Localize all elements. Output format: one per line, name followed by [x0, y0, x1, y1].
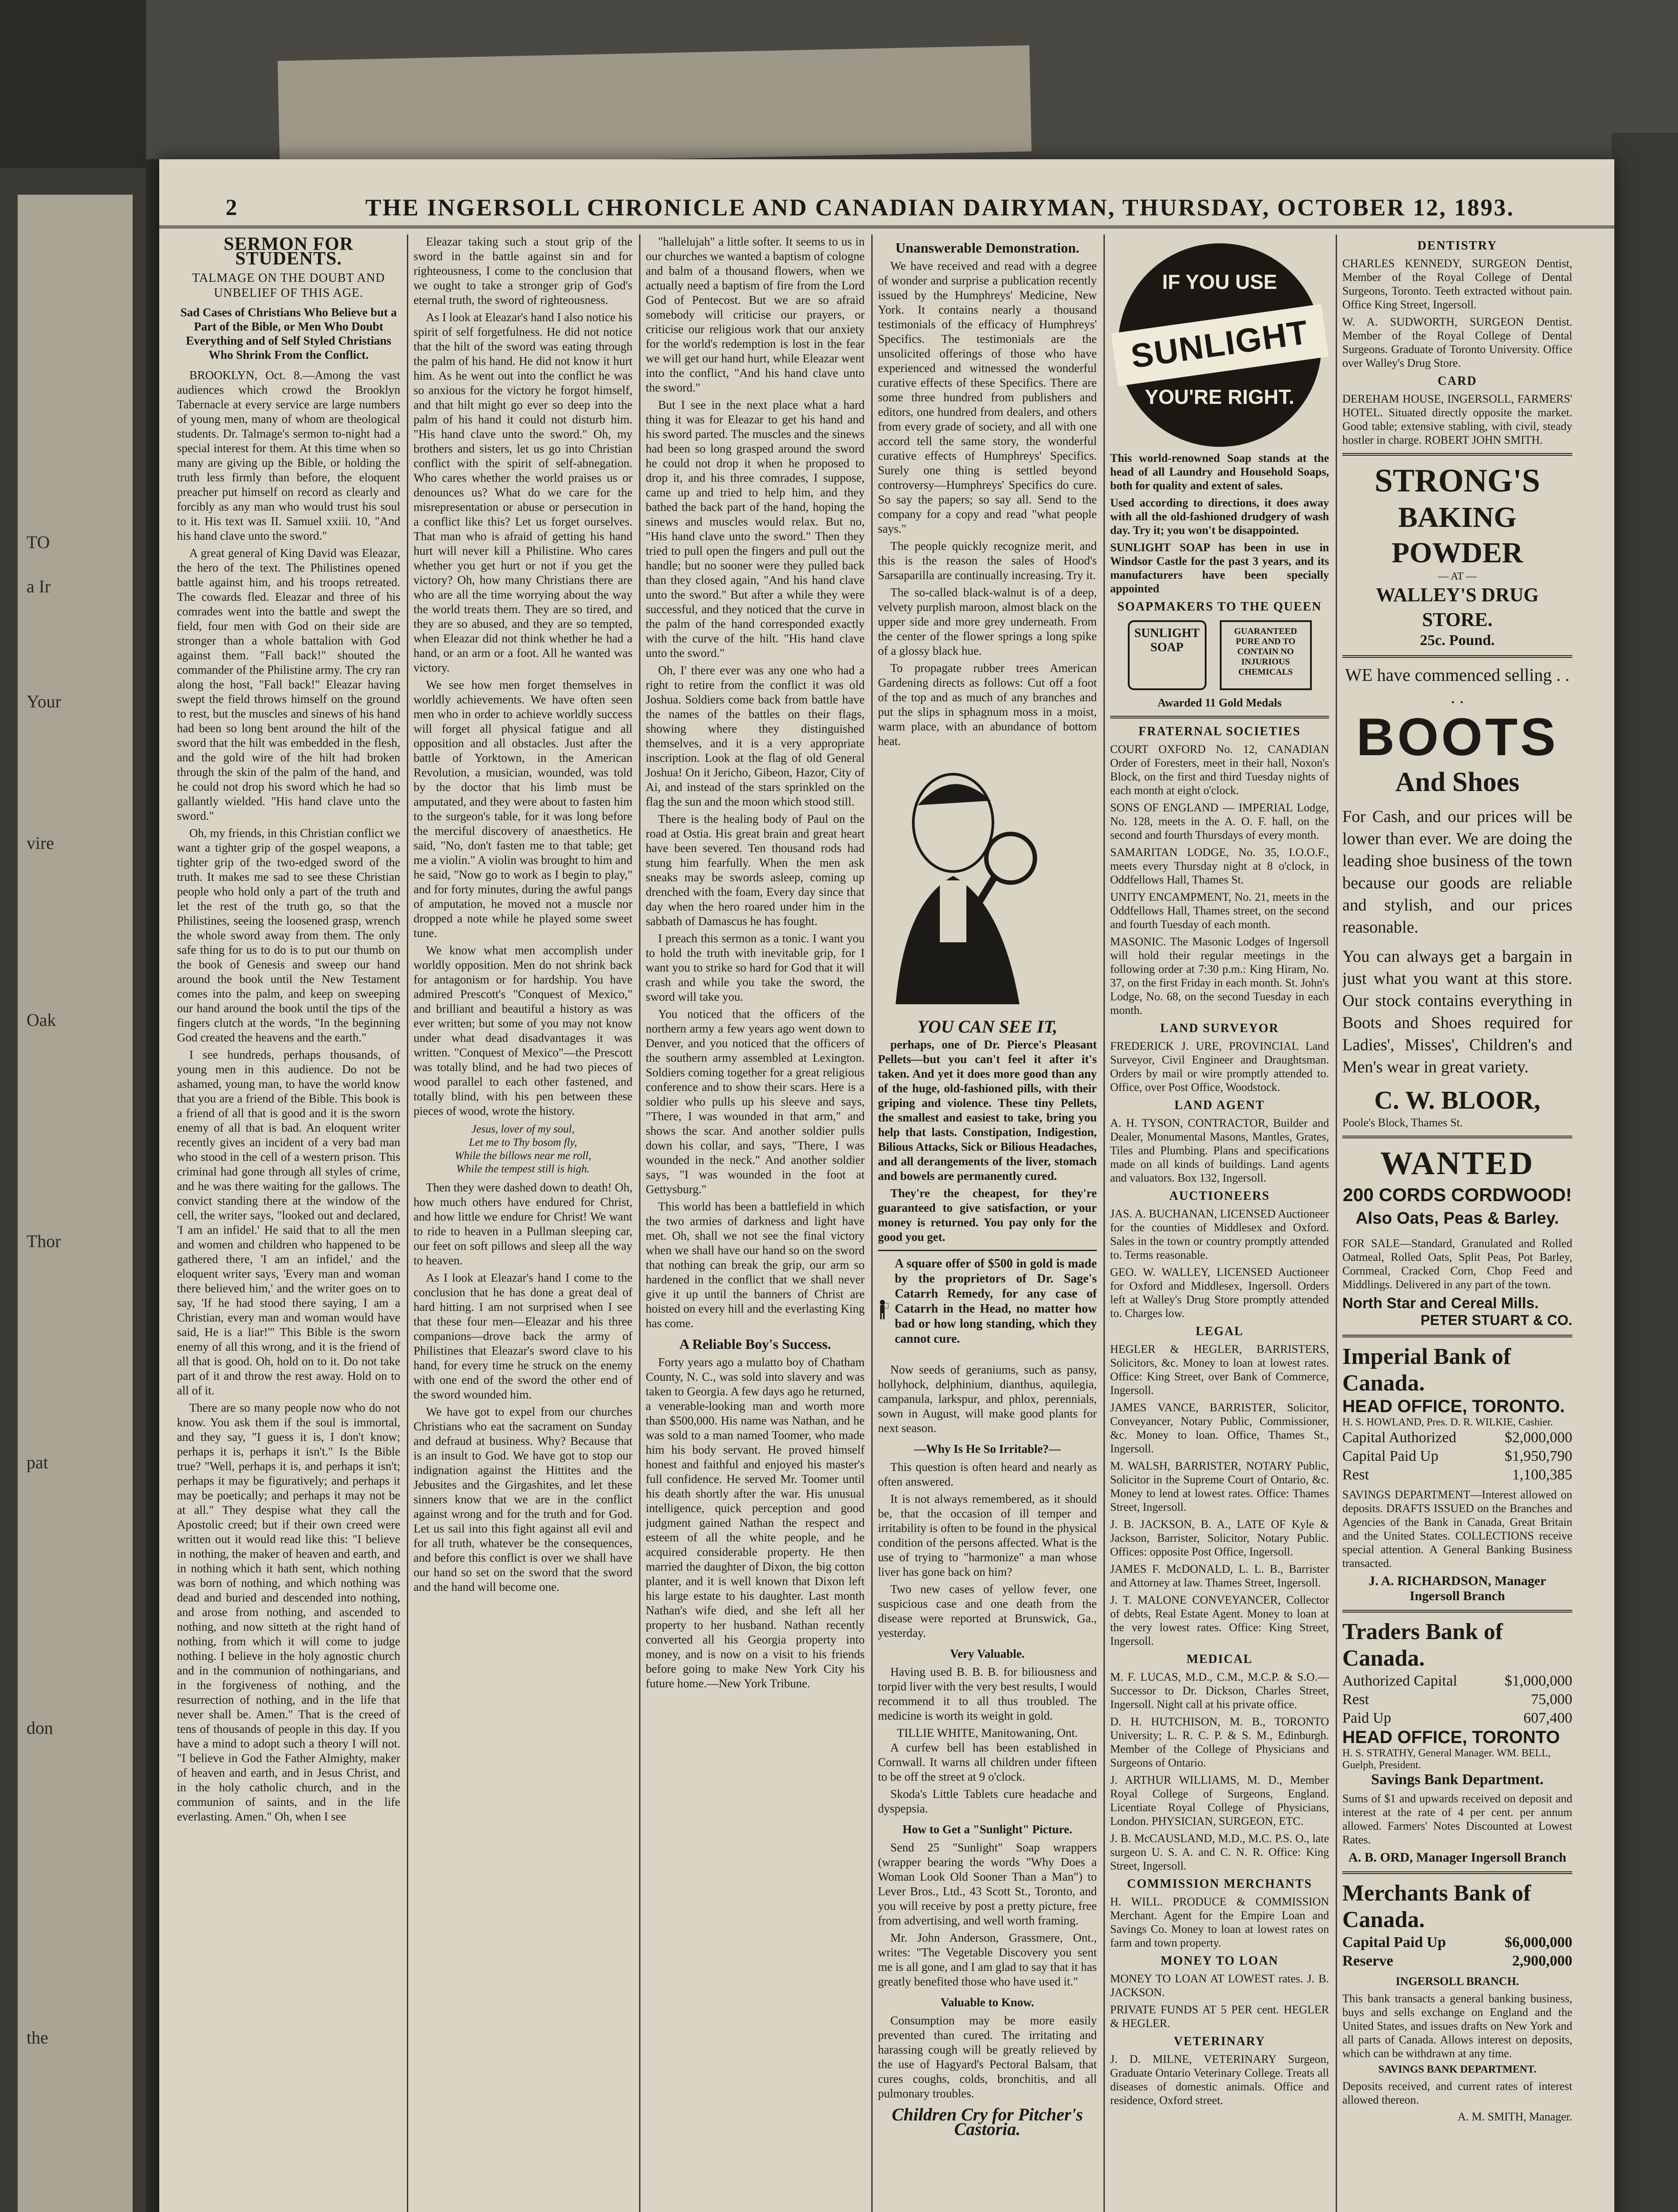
column-2: [414, 234, 632, 2212]
bloor-name: C. W. BLOOR,: [1374, 1086, 1540, 1114]
directory-card: D. H. HUTCHISON, M. B., TORONTO University; L. R. C. P. & S. M., Edinburgh. Member of the College of Physicians and Surgeons of Ontario.: [1110, 1715, 1329, 1769]
directory-card: JAMES F. McDONALD, L. L. B., Barrister and Attorney at law. Thames Street, Ingersoll.: [1110, 1563, 1329, 1589]
bank-row: [1342, 1672, 1572, 1690]
paragraph: "hallelujah" a little softer. It seems to us in our churches we wanted a baptism of cologne and balm of a thousand flowers, when we actually need a baptism of fire from the Lord God of Pentecost. But we are so afraid somebody will criticise our prayers, or criticise our religious work that our anxiety for the world's redemption is lost in the fear we will get our hand hurt, while Eleazar went into the conflict, "And his hand clave unto the sword.": [646, 235, 865, 394]
paragraph: Then they were dashed down to death! Oh, how much others have endured for Christ, and how little we endure for Christ! We want to ride to heaven in a Pullman sleeping car, our feet on soft pillows and sleep all the way to heaven.: [414, 1181, 632, 1267]
directory-card: UNITY ENCAMPMENT, No. 21, meets in the Oddfellows Hall, Thames street, on the second and fourth Tuesday of each month.: [1110, 891, 1329, 931]
sunlight-ad-text: This world-renowned Soap stands at the head of all Laundry and Household Soaps, both for quality and extent of sales.: [1110, 452, 1329, 492]
sermon-deck: TALMAGE ON THE DOUBT AND UNBELIEF OF THIS AGE.: [192, 271, 385, 300]
bank-row-value: $1,950,790: [1505, 1448, 1572, 1464]
bank-row: [1342, 1933, 1572, 1952]
directory-card: PRIVATE FUNDS AT 5 PER cent. HEGLER & HEGLER.: [1110, 2003, 1329, 2030]
bank-head-office: HEAD OFFICE, TORONTO: [1342, 1728, 1560, 1747]
column-5: [1110, 234, 1329, 2212]
bank-row: [1342, 1709, 1572, 1728]
boots-ad-text: You can always get a bargain in just what you want at this store. Our stock contains everything in Boots and Shoes required for Ladies', Misses', Children's and Men's wear in great variety.: [1342, 947, 1572, 1076]
directory-card: SONS OF ENGLAND — IMPERIAL Lodge, No. 128, meets in the A. O. F. hall, on the second and fourth Thursdays of every month.: [1110, 801, 1329, 841]
directory-card: A. H. TYSON, CONTRACTOR, Builder and Dealer, Monumental Masons, Mantles, Grates, Tiles and Plumbing. Plans and specifications made on all kinds of buildings. Land agents and valuators. Box 132, Ingersoll.: [1110, 1117, 1329, 1184]
bank-row-label: Authorized Capital: [1342, 1673, 1457, 1689]
soap-box-right: GUARANTEED PURE AND TO CONTAIN NO INJURIOUS CHEMICALS: [1220, 620, 1312, 690]
strong-ad-store: WALLEY'S DRUG STORE.: [1376, 584, 1539, 630]
paragraph: We see how men forget themselves in worldly achievements. We have often seen men who in order to achieve worldly success will forget all physical fatigue and all opposition and all obstacles. Just after the battle of Yorktown, in the American Revolution, a musician, wounded, was told by the doctor that his limb must be amputated, and they were about to fasten him to the surgeon's table, for it was long before the merciful discovery of anaesthetics. He said, "No, don't fasten me to that table; get me a violin." A violin was brought to him and he said, "Now go to work as I begin to play," and for forty minutes, during the awful pangs of amputation, he moved not a muscle nor dropped a note while he played some sweet tune.: [414, 678, 632, 940]
divider: [1342, 1871, 1572, 1874]
boots-ad-subtitle: And Shoes: [1395, 767, 1520, 797]
directory-card: M. F. LUCAS, M.D., C.M., M.C.P. & S.O.—Successor to Dr. Dickson, Charles Street, Ingersoll. Night call at his private office.: [1110, 1671, 1329, 1711]
section-heading: VETERINARY: [1173, 2035, 1266, 2048]
mills-name: North Star and Cereal Mills.: [1342, 1295, 1539, 1312]
divider: [1342, 655, 1572, 658]
column-rule: [1103, 234, 1105, 2212]
paragraph: Mr. John Anderson, Grassmere, Ont., writes: "The Vegetable Discovery you sent me is all gone, and I am glad to say that it has greatly benefited those who have used it.": [878, 1931, 1097, 1988]
article-subhead: Very Valuable.: [950, 1647, 1025, 1660]
bank-name: Imperial Bank of Canada.: [1342, 1344, 1511, 1396]
strong-ad-product: BAKING POWDER: [1391, 501, 1523, 569]
newspaper-title: THE INGERSOLL CHRONICLE AND CANADIAN DAIRYMAN, THURSDAY, OCTOBER 12, 1893.: [365, 194, 1514, 221]
paragraph: To propagate rubber trees American Gardening directs as follows: Cut off a foot of the top and as much of any branches and put the slips in sphagnum moss in a moist, warm place, with an abundance of bottom heat.: [878, 661, 1097, 748]
paragraph: Send 25 "Sunlight" Soap wrappers (wrapper bearing the words "Why Does a Woman Look Old Sooner Than a Man") to Lever Bros., Ltd., 43 Scott St., Toronto, and you will receive by post a pretty picture, free from advertising, and well worth framing.: [878, 1841, 1097, 1927]
newspaper-page: [159, 159, 1614, 2212]
bank-row-label: Paid Up: [1342, 1710, 1391, 1726]
bank-row-label: Capital Paid Up: [1342, 1448, 1439, 1464]
sunlight-ad-text: Used according to directions, it does away with all the old-fashioned drudgery of wash day. Try it; you won't be disappointed.: [1110, 496, 1329, 537]
awarded-label: Awarded 11 Gold Medals: [1157, 696, 1282, 709]
bank-text: SAVINGS DEPARTMENT—Interest allowed on deposits. DRAFTS ISSUED on the Branches and Agencies of the Bank in Canada, Great Britain and the United States. COLLECTIONS receive special attention. A General Banking Business transacted.: [1342, 1488, 1572, 1570]
traders-bank-ad: [1342, 1619, 1572, 1865]
paragraph: We have received and read with a degree of wonder and surprise a publication recently issued by the Humphreys' Medicine, New York. It contains nearly a thousand testimonials of the efficacy of Humphreys' Specifics. The testimonials are the unsolicited offerings of those who have experienced and witnessed the wonderful curative effects of these Specifics. There are some three hundred from publishers and editors, one hundred from dealers, and others from every grade of society, and all with one accord tell the same story, the wonderful curative effects of Humphreys' Specifics. Surely one thing is settled beyond controversy—Humphreys' Specifics do cure. So say the papers; so say all. Send to the company for a copy and read "what people says.": [878, 259, 1097, 535]
bank-row-value: 607,400: [1523, 1710, 1572, 1726]
paragraph: This question is often heard and nearly as often answered.: [878, 1460, 1097, 1488]
bank-row-value: 2,900,000: [1512, 1953, 1572, 1969]
adjacent-page-right: [1612, 133, 1678, 2212]
paragraph: I preach this sermon as a tonic. I want you to hold the truth with inevitable grip, for I want you to strike so hard for God that it will crash and while you take the sword, the sword will take you.: [646, 932, 865, 1003]
sunlight-logo-brand: SUNLIGHT: [1128, 313, 1311, 376]
section-heading: LAND SURVEYOR: [1160, 1022, 1279, 1035]
directory-card: JAS. A. BUCHANAN, LICENSED Auctioneer for the counties of Middlesex and Oxford. Sales in the town or country promptly attended to. Terms reasonable.: [1110, 1207, 1329, 1261]
imperial-bank-ad: [1342, 1344, 1572, 1604]
directory-card: JAMES VANCE, BARRISTER, Solicitor, Conveyancer, Notary Public, Commissioner, &c. Money to loan. Office, Thames St., Ingersoll.: [1110, 1401, 1329, 1455]
wanted-grains: Also Oats, Peas & Barley.: [1356, 1209, 1559, 1228]
directory-card: W. A. SUDWORTH, SURGEON Dentist. Member of the Royal College of Dental Surgeons. Graduate of Toronto University. Office over Walley's Drug Store.: [1342, 315, 1572, 369]
directory-card: J. B. JACKSON, B. A., LATE OF Kyle & Jackson, Barrister, Solicitor, Notary Public. Offices: opposite Post Office, Ingersoll.: [1110, 1518, 1329, 1558]
left-fragment: Your: [27, 691, 61, 711]
divider: [1342, 1335, 1572, 1337]
bank-head-office: HEAD OFFICE, TORONTO.: [1342, 1397, 1565, 1416]
section-heading: CARD: [1437, 374, 1477, 388]
paragraph: Forty years ago a mulatto boy of Chatham County, N. C., was sold into slavery and was taken to Georgia. A few days ago he returned, a venerable-looking man and worth more than $500,000. His name was Nathan, and he was sold to a man named Toomer, who made him his body servant. He proved himself honest and faithful and enjoyed his master's full confidence. He served Mr. Toomer until his death shortly after the war. His unusual intelligence, quick perception and good judgment gained Nathan the respect and esteem of all the white people, and he acquired considerable property. He then married the daughter of Dixon, the big cotton planter, and it is well known that Dixon left his large estate to his daughter. Last month Nathan's wife died, and she left all her property to her husband. Nathan recently converted all his Georgia property into money, and is now on a visit to his friends before going to make New York City his future home.—New York Tribune.: [646, 1356, 865, 1690]
paragraph: But I see in the next place what a hard thing it was for Eleazar to get his hand and his sword parted. The muscles and the sinews had been so long grasped around the sword he could not drop it when he proposed to drop it, and his three comrades, I suppose, came up and tried to help him, and they bathed the back part of the hand, hoping the sinews and muscles would relax. But no, "His hand clave unto the sword." Then they tried to pull open the fingers and pull out the handle; but no sooner were they pulled back than they closed again, "And his hand clave unto the sword." But after a while they were successful, and they noticed that the curve in the palm of the hand corresponded exactly with the curve of the hilt. "His hand clave unto the sword.": [646, 398, 865, 660]
sunlight-logo-top: IF YOU USE: [1162, 270, 1277, 293]
article-heading: Unanswerable Demonstration.: [895, 240, 1080, 256]
paragraph: BROOKLYN, Oct. 8.—Among the vast audiences which crowd the Brooklyn Tabernacle at every service are large numbers of young men, many of whom are theological students. Dr. Talmage's sermon to-night had a special interest for them. At this time when so many are giving up the Bible, or holding the truth less firmly than before, the eloquent preacher put himself on record as clearly and forcibly as any man who would trust his soul to it. His text was II. Samuel xxiii. 10, "And his hand clave unto the sword.": [177, 369, 400, 542]
bank-row-label: Reserve: [1342, 1953, 1394, 1969]
column-rule: [407, 234, 408, 2212]
directory-card: J. T. MALONE CONVEYANCER, Collector of debts, Real Estate Agent. Money to loan at the very lowest rates. Office: King Street, Ingersoll.: [1110, 1594, 1329, 1647]
soap-packages: [1110, 620, 1329, 690]
left-fragment: TO: [27, 532, 50, 552]
bank-name: Traders Bank of Canada.: [1342, 1619, 1503, 1671]
left-fragment: Thor: [27, 1231, 61, 1251]
left-fragment: vire: [27, 833, 54, 853]
paragraph: You noticed that the officers of the northern army a few years ago went down to Denver, and you noticed that the officers of the southern army assembled at Lexington. Soldiers coming together for a great religious conference and to show their scars. Here is a soldier who pulls up his sleeve and says, "There, I was wounded in that arm," and shows the scar. And another soldier pulls down his collar, and says, "There, I was wounded in the neck." And another soldier says, "I was wounded in the foot at Gettysburg.": [646, 1007, 865, 1196]
divider: [1342, 1610, 1572, 1613]
bank-row-label: Rest: [1342, 1467, 1369, 1483]
figure-holding-sign-icon: [878, 1256, 889, 1363]
background-top: [146, 0, 1678, 159]
catarrh-ad-text: A square offer of $500 in gold is made by the proprietors of Dr. Sage's Catarrh Remedy, for any case of Catarrh in the Head, no matter how bad or how long standing, which they cannot cure.: [895, 1257, 1097, 1346]
sermon-heading: SERMON FOR STUDENTS.: [223, 234, 354, 269]
sunlight-ad-text: SUNLIGHT SOAP has been in use in Windsor Castle for the past 3 years, and its manufacturers have been specially appointed: [1110, 541, 1329, 595]
man-with-magnifier-illustration: [878, 757, 1064, 1004]
column-rule: [871, 234, 873, 2212]
section-heading: LEGAL: [1195, 1325, 1244, 1338]
bank-row-label: Capital Paid Up: [1342, 1934, 1446, 1951]
bank-branch: INGERSOLL BRANCH.: [1395, 1975, 1519, 1988]
signature: TILLIE WHITE, Manitowaning, Ont.: [897, 1726, 1078, 1740]
paragraph: A great general of King David was Eleazar, the hero of the text. The Philistines opened battle against him, and his troops retreated. The cowards fled. Eleazar and three of his comrades went into the battle and swept the field, four men with God on their side are stronger than a whole battalion with God against them. "Fall back!" shouted the commander of the Philistine army. The cry ran along the host, "Fall back!" Eleazar having swept the field throws himself on the ground to rest, but the muscles and sinews of his hand had been so long bent around the hilt of the sword that the hilt was embedded in the flesh, and the gold wire of the hilt had broken through the skin of the palm of the hand, and he could not drop his sword which he had so gallantly wielded. "His hand clave unto the sword.": [177, 546, 400, 822]
page-number: 2: [226, 195, 237, 220]
directory-card: J. D. MILNE, VETERINARY Surgeon, Graduate Ontario Veterinary College. Treats all diseases of domestic animals. Office and residence, Oxford street.: [1110, 2053, 1329, 2107]
bank-officers: H. S. HOWLAND, Pres. D. R. WILKIE, Cashier.: [1342, 1417, 1553, 1428]
bank-text: Sums of $1 and upwards received on deposit and interest at the rate of 4 per cent. per annum allowed. Farmers' Notes Discounted at Lowest Rates.: [1342, 1792, 1572, 1846]
left-fragment: a Ir: [27, 576, 51, 596]
pierce-ad-text: They're the cheapest, for they're guaranteed to give satisfaction, or your money is returned. You pay only for the good you get.: [878, 1187, 1097, 1244]
paragraph: We have got to expel from our churches Christians who eat the sacrament on Sunday and defraud at business. Why? Because that is an insult to God. We have got to stop our indignation against the Hittites and the Jebusites and the Girgashites, and let these sinners know that we are in the conflict against wrong and for the truth and for God. Let us sail into this fight against all evil and for all truth, whatever be the consequences, and before this conflict is over we shall have our hand so set on the sword that the sword and the hand will become one.: [414, 1405, 632, 1594]
paragraph: Now seeds of geraniums, such as pansy, hollyhock, delphinium, dianthus, aquilegia, campanula, larkspur, and phlox, perennials, sown in August, will make good plants for next season.: [878, 1363, 1097, 1435]
directory-card: CHARLES KENNEDY, SURGEON Dentist, Member of the Royal College of Dental Surgeons, Toronto. Teeth extracted without pain. Office King Street, Ingersoll.: [1342, 257, 1572, 311]
divider: [1342, 453, 1572, 456]
paragraph: Oh, I' there ever was any one who had a right to retire from the conflict it was old Joshua. Soldiers come back from battle have the names of the battles on their flags, showing where they distinguished themselves, and it is a very appropriate inscription. Look at the flag of old General Joshua! On it Jericho, Gibeon, Hazor, City of Ai, and instead of the stars sprinkled on the flag the sun and the moon which stood still.: [646, 664, 865, 808]
paragraph: It is not always remembered, as it should be, that the occasion of ill temper and irritability is often to be found in the physical condition of the persons affected. What is the use of trying to "harmonize" a man whose liver has gone back on him?: [878, 1492, 1097, 1578]
paragraph: A curfew bell has been established in Cornwall. It warns all children under fifteen to be off the street at 9 o'clock.: [878, 1741, 1097, 1783]
boots-ad-intro: WE have commenced selling . . . .: [1345, 665, 1570, 707]
directory-card: MASONIC. The Masonic Lodges of Ingersoll will hold their regular meetings in the following order at 7:30 p.m.: King Hiram, No. 37, on the first Friday in each month. St. John's Lodge, No. 68, on the second Tuesday in each month.: [1110, 935, 1329, 1017]
adjacent-page-paper: [18, 195, 133, 2212]
boots-ad-text: For Cash, and our prices will be lower than ever. We are doing the leading shoe business of the town because our goods are reliable and stylish, and our prices reasonable.: [1342, 807, 1572, 937]
section-heading: MONEY TO LOAN: [1161, 1954, 1279, 1968]
section-heading: DENTISTRY: [1417, 239, 1498, 253]
left-fragment: don: [27, 1718, 53, 1738]
bank-row: [1342, 1466, 1572, 1484]
directory-card: J. ARTHUR WILLIAMS, M. D., Member Royal College of Surgeons, England. Licentiate Royal College of Physicians, London. PHYSICIAN, SURGEON, ETC.: [1110, 1774, 1329, 1828]
section-heading: AUCTIONEERS: [1169, 1189, 1270, 1203]
sunlight-soap-logo: [1118, 243, 1322, 447]
directory-card: H. WILL. PRODUCE & COMMISSION Merchant. Agent for the Empire Loan and Savings Co. Money to loan at lowest rates on farm and town property.: [1110, 1895, 1329, 1949]
paragraph: Having used B. B. B. for biliousness and torpid liver with the very best results, I would recommend it to all thus troubled. The medicine is worth its weight in gold.: [878, 1665, 1097, 1722]
boots-ad-title: BOOTS: [1356, 707, 1559, 767]
paragraph: The so-called black-walnut is of a deep, velvety purplish maroon, almost black on the upper side and more grey underneath. From the center of the flower springs a long spike of a glossy black hue.: [878, 586, 1097, 657]
bank-row-value: $2,000,000: [1505, 1429, 1572, 1446]
directory-card: MONEY TO LOAN AT LOWEST rates. J. B. JACKSON.: [1110, 1972, 1329, 1999]
bank-row-value: 75,000: [1531, 1691, 1572, 1708]
strong-ad-at: — AT —: [1438, 571, 1477, 582]
bank-text: This bank transacts a general banking business, buys and sells exchange on England and the United States, and issues drafts on New York and all parts of Canada. Allows interest on deposits, which can be withdrawn at any time.: [1342, 1992, 1572, 2060]
pierce-ad-headline: YOU CAN SEE IT,: [917, 1017, 1057, 1037]
section-heading: MEDICAL: [1186, 1652, 1253, 1666]
article-subhead: —Why Is He So Irritable?—: [914, 1442, 1061, 1455]
mills-owner: PETER STUART & CO.: [1420, 1312, 1572, 1328]
column-3: [646, 234, 865, 2212]
article-subhead: Valuable to Know.: [940, 1996, 1034, 2009]
paragraph: There are so many people now who do not know. You ask them if the soul is immortal, and they say, "I guess it is, I don't know; perhaps it is, perhaps it isn't." Is the Bible true? "Well, perhaps it is, and perhaps it isn't; perhaps it may be figuratively; and perhaps it may be poetically; and perhaps it may not be at all." They despise what they call the Apostolic creed; but if their own creed were written out it would read like this: "I believe in nothing, the maker of heaven and earth, and in nothing which it hath sent, which nothing was born of nothing, and which nothing was dead and buried and descended into nothing, and arose from nothing, and ascended to nothing, and now sitteth at the right hand of nothing, from which it will come to judge nothing. I believe in the holy agnostic church and in the communion of nothingarians, and in the forgiveness of nothing, and the resurrection of nothing, and in the life that never shall be. Amen." That is the creed of tens of thousands of people in this day. If you have a mind to adopt such a theory I will not. "I believe in God the Father Almighty, maker of heaven and earth, and in Jesus Christ, and in the holy catholic church, and in the communion of saints, and in the life everlasting. Amen." Oh, when I see: [177, 1401, 400, 1823]
bank-row: [1342, 1447, 1572, 1466]
for-sale-text: FOR SALE—Standard, Granulated and Rolled Oatmeal, Rolled Oats, Split Peas, Pot Barley, Cornmeal, Cracked Corn, Chop Feed and Middlings. Delivered in any part of the town.: [1342, 1237, 1572, 1291]
bank-name: Merchants Bank of Canada.: [1342, 1881, 1531, 1932]
directory-card: SAMARITAN LODGE, No. 35, I.O.O.F., meets every Thursday night at 8 o'clock, in Oddfellows Hall, Thames St.: [1110, 846, 1329, 886]
bloor-address: Poole's Block, Thames St.: [1342, 1116, 1463, 1129]
paragraph: There is the healing body of Paul on the road at Ostia. His great brain and great heart have been severed. Ten thousand rods had stung him fearfully. When the men ask sneaks may be swords asleep, coming up drenched with the foam, Every day since that day when the hero roared under him in the sabbath of Damascus he has fought.: [646, 812, 865, 928]
left-fragment: pat: [27, 1452, 48, 1472]
masthead: [159, 190, 1614, 228]
paragraph: Two new cases of yellow fever, one suspicious case and one death from the disease were reported at Brunswick, Ga., yesterday.: [878, 1582, 1097, 1640]
pierce-ad-text: perhaps, one of Dr. Pierce's Pleasant Pellets—but you can't feel it after it's taken. And yet it does more good than any of the huge, old-fashioned pills, with their griping and violence. These tiny Pellets, the smallest and easiest to take, bring you help that lasts. Constipation, Indigestion, Bilious Attacks, Sick or Bilious Headaches, and all derangements of the liver, stomach and bowels are permanently cured.: [878, 1038, 1097, 1183]
paragraph: This world has been a battlefield in which the two armies of darkness and light have met. Oh, shall we not see the final victory when we shall have our hand so on the sword that nothing can break the grip, our arm so hardened in the conflict that we shall never give it up until the banners of Christ are hoisted on every hill and the everlasting King has come.: [646, 1200, 865, 1330]
strong-ad-title: STRONG'S: [1374, 463, 1540, 499]
directory-card: DEREHAM HOUSE, INGERSOLL, FARMERS' HOTEL. Situated directly opposite the market. Good table; extensive stabling, with civil, steady hostler in charge. ROBERT JOHN SMITH.: [1342, 392, 1572, 446]
soap-box-left: SUNLIGHT SOAP: [1128, 620, 1207, 690]
paragraph: The people quickly recognize merit, and this is the reason the sales of Hood's Sarsaparilla are continually increasing. Try it.: [878, 539, 1097, 582]
directory-card: M. WALSH, BARRISTER, NOTARY Public, Solicitor in the Supreme Court of Ontario, &c. Money to lend at lowest rates. Office: Thames Street, Ingersoll.: [1110, 1459, 1329, 1513]
section-heading: COMMISSION MERCHANTS: [1127, 1877, 1312, 1891]
paragraph: Consumption may be more easily prevented than cured. The irritating and harassing cough will be greatly relieved by the use of Hagyard's Pectoral Balsam, that cures coughs, colds, bronchitis, and all pulmonary troubles.: [878, 2014, 1097, 2100]
merchants-bank-ad: [1342, 1880, 1572, 2124]
bank-row-value: $6,000,000: [1505, 1934, 1572, 1951]
divider: [1342, 1136, 1572, 1138]
hymn-verse: Jesus, lover of my soul, Let me to Thy bosom fly, While the billows near me roll, While the tempest still is high.: [455, 1123, 591, 1175]
adjacent-page-left: [0, 168, 146, 2212]
torn-paper: [278, 45, 1032, 167]
strong-ad-price: 25c. Pound.: [1420, 632, 1495, 649]
sermon-subdeck: Sad Cases of Christians Who Believe but a Part of the Bible, or Men Who Doubt Everything and of Self Styled Christians Who Shrink From the Conflict.: [180, 306, 397, 361]
divider: [878, 1250, 1097, 1251]
wanted-cordwood: 200 CORDS CORDWOOD!: [1342, 1184, 1572, 1205]
castoria-ad: Children Cry for Pitcher's Castoria.: [892, 2104, 1083, 2139]
column-1: [177, 234, 400, 2212]
left-fragment: Oak: [27, 1010, 56, 1030]
directory-card: HEGLER & HEGLER, BARRISTERS, Solicitors, &c. Money to loan at lowest rates. Office: King Street, over Bank of Commerce, Ingersoll.: [1110, 1343, 1329, 1397]
bank-savings-heading: Savings Bank Department.: [1371, 1771, 1544, 1788]
bank-text: Deposits received, and current rates of interest allowed thereon.: [1342, 2080, 1572, 2106]
column-rule: [639, 234, 640, 2212]
article-subhead: How to Get a "Sunlight" Picture.: [902, 1823, 1073, 1836]
soapmakers-label: SOAPMAKERS TO THE QUEEN: [1117, 600, 1322, 614]
directory-card: J. B. McCAUSLAND, M.D., M.C. P.S. O., late surgeon U. S. A. and C. N. R. Office: King Street, Ingersoll.: [1110, 1832, 1329, 1872]
left-fragment: the: [27, 2028, 48, 2047]
bank-savings-heading: SAVINGS BANK DEPARTMENT.: [1378, 2064, 1536, 2075]
bank-row-value: 1,100,385: [1512, 1467, 1572, 1483]
column-4: [878, 234, 1097, 2212]
sunlight-logo-bottom: YOU'RE RIGHT.: [1145, 385, 1295, 408]
directory-card: GEO. W. WALLEY, LICENSED Auctioneer for Oxford and Middlesex, Ingersoll. Orders left at Walley's Drug Store promptly attended to. Charges low.: [1110, 1266, 1329, 1320]
bank-row-value: $1,000,000: [1505, 1673, 1572, 1689]
paragraph: I see hundreds, perhaps thousands, of young men in this audience. Do not be ashamed, young man, to have the world know that you are a friend of the Bible. This book is a friend of all that is good and it is the sworn enemy of all that is bad. An eloquent writer recently gives an incident of a very bad man who stood in the cell of a western prison. This criminal had gone through all styles of crime, and he was there waiting for the gallows. The convict standing there at the window of the cell, the writer says, "looked out and declared, 'I am an infidel.' He said that to all the men and women and children who happened to be gathered there, 'I am an infidel,' and the eloquent writer says, 'Every man and woman there believed him,' and the writer goes on to say, 'If he had stood there saying, I am a Christian, every man and woman would have said, He is a liar!'" This Bible is the sworn enemy of all this wrong, and it is the friend of all that is good. Oh, hold on to it. Do not take part of it and throw the rest away. Hold on to all of it.: [177, 1048, 400, 1397]
bank-row: [1342, 1952, 1572, 1970]
paragraph: As I look at Eleazar's hand I come to the conclusion that he has done a great deal of hard hitting. I am not surprised when I see that these four men—Eleazar and his three companions—drove back the army of Philistines that Eleazar's sword clave to his hand, for every time he struck on the enemy with one end of the sword the other end of the sword wounded him.: [414, 1271, 632, 1401]
bank-manager: A. B. ORD, Manager Ingersoll Branch: [1348, 1850, 1567, 1865]
paragraph: Skoda's Little Tablets cure headache and dyspepsia.: [878, 1787, 1097, 1815]
bank-row: [1342, 1690, 1572, 1709]
directory-card: COURT OXFORD No. 12, CANADIAN Order of Foresters, meet in their hall, Noxon's Block, on the first and third Tuesday nights of each month at eight o'clock.: [1110, 743, 1329, 797]
bank-row-label: Rest: [1342, 1691, 1369, 1708]
section-heading: FRATERNAL SOCIETIES: [1138, 725, 1301, 738]
article-subhead: A Reliable Boy's Success.: [679, 1336, 831, 1352]
column-rule: [1336, 234, 1337, 2212]
bank-row: [1342, 1429, 1572, 1447]
catarrh-ad: [878, 1256, 1097, 1363]
directory-card: FREDERICK J. URE, PROVINCIAL Land Surveyor, Civil Engineer and Draughtsman. Orders by mail or wire promptly attended to. Office, over Post Office, Woodstock.: [1110, 1040, 1329, 1094]
column-6: [1342, 234, 1572, 2212]
bank-manager: J. A. RICHARDSON, Manager Ingersoll Branch: [1368, 1574, 1546, 1603]
paragraph: Oh, my friends, in this Christian conflict we want a tighter grip of the gospel weapons, a tighter grip of the two-edged sword of the truth. It makes me sad to see these Christian people who hold only a part of the truth and let the rest of the truth go, so that the Philistines, seeing the loosened grasp, wrench the whole sword away from them. The only safe thing for us to do is to put our thumb on the book of Genesis and sweep our hand around the book until the New Testament comes into the palm, and keep on sweeping our hand around the book until the tips of the fingers clutch at the words, "In the beginning God created the heavens and the earth.": [177, 826, 400, 1044]
paragraph: Eleazar taking such a stout grip of the sword in the battle against sin and for righteousness, I come to the conclusion that we ought to take a stronger grip of God's eternal truth, the sword of righteousness.: [414, 235, 632, 307]
bank-row-label: Capital Authorized: [1342, 1429, 1456, 1446]
bank-manager: A. M. SMITH, Manager.: [1457, 2110, 1572, 2123]
paragraph: We know what men accomplish under worldly opposition. Men do not shrink back for antagonism or for hardship. You have admired Prescott's "Conquest of Mexico," and brilliant and beautiful a history as was ever written; but some of you may not know under what dead disadvantages it was written. "Conquest of Mexico"—the Prescott was totally blind, and he had two pieces of wood parallel to each other fastened, and totally blind, with his pen between these pieces of wood, wrote the history.: [414, 944, 632, 1118]
wanted-title: WANTED: [1380, 1145, 1535, 1182]
section-heading: LAND AGENT: [1174, 1098, 1265, 1112]
divider: [1110, 716, 1329, 718]
paragraph: As I look at Eleazar's hand I also notice his spirit of self forgetfulness. He did not notice that the hilt of the sword was eating through the palm of his hand. He did not know it hurt him. As he went out into the conflict he was so anxious for the victory he forgot himself, and that hilt might go ever so deep into the palm of his hand it could not disturb him. "His hand clave unto the sword." Oh, my brothers and sisters, let us go into Christian conflict with the spirit of self-abnegation. Who cares whether the world praises us or denounces us? What do we care for the misrepresentation or abuse or persecution in a conflict like this? Let us forget ourselves. That man who is afraid of getting his hand hurt will never kill a Philistine. Who cares whether you get hurt or not if you get the victory? Oh, how many Christians there are who are all the time worrying about the way the world treats them. They are so tired, and they are so abused, and they are so tempted, when Eleazar did not think whether he had a hand, or an arm or a foot. All he wanted was victory.: [414, 311, 632, 674]
bank-officers: H. S. STRATHY, General Manager. WM. BELL, Guelph, President.: [1342, 1747, 1551, 1771]
